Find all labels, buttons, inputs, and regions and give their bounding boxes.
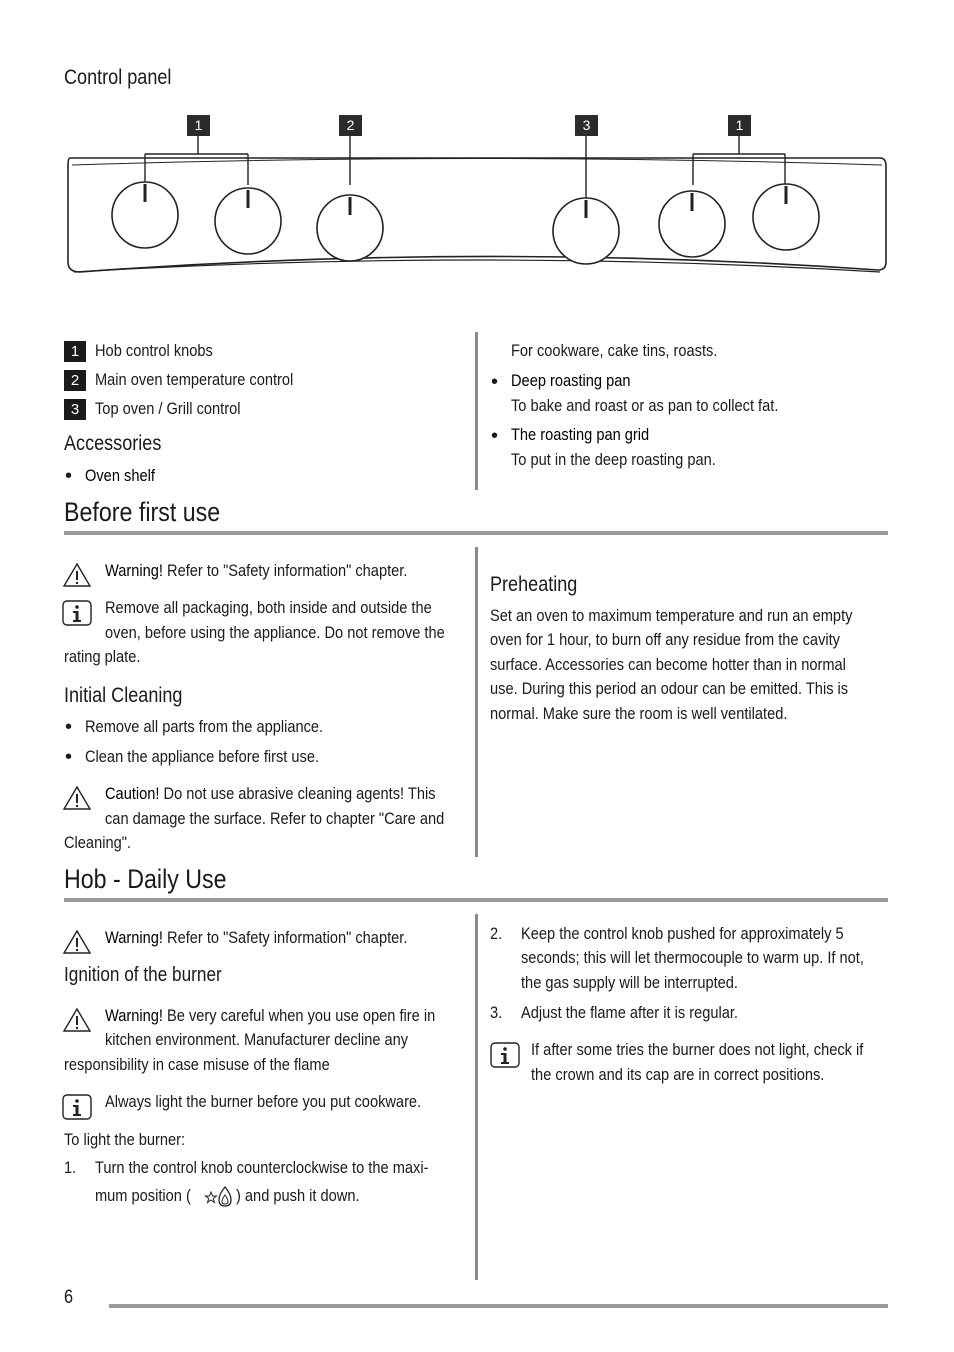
bullet-icon: • <box>65 716 73 738</box>
callout-1b: 1 <box>728 115 751 136</box>
knobs <box>112 182 819 264</box>
legend-label-3: Top oven / Grill control <box>95 399 241 418</box>
step-2-line-1: Keep the control knob pushed for approximately 5 <box>521 924 844 943</box>
info-icon <box>490 1042 520 1068</box>
hob-info-text: Always light the burner before you put cookware. <box>105 1092 422 1111</box>
column-divider <box>475 914 478 1280</box>
control-panel-title: Control panel <box>64 66 172 89</box>
warning2-line-3: responsibility in case misuse of the flame <box>64 1055 330 1074</box>
legend-label-1: Hob control knobs <box>95 341 213 360</box>
callout-2: 2 <box>339 115 362 136</box>
cleaning-item-1: Remove all parts from the appliance. <box>85 717 324 736</box>
section-title-before-first-use: Before first use <box>64 497 221 527</box>
warning2-line-2: kitchen environment. Manufacturer decline any <box>105 1030 409 1049</box>
accessory-name-deep-pan: Deep roasting pan <box>511 371 631 390</box>
section-rule <box>64 531 888 535</box>
footer-rule <box>109 1304 888 1308</box>
info-text-line-2: oven, before using the appliance. Do not remove the <box>105 623 445 642</box>
accessory-desc-oven-shelf: For cookware, cake tins, roasts. <box>511 341 718 360</box>
hob-warning-text: Warning! Refer to "Safety information" chapter. <box>105 928 408 947</box>
bullet-icon: • <box>65 465 73 487</box>
page-number: 6 <box>64 1287 74 1308</box>
bullet-icon: • <box>491 425 499 447</box>
accessory-name-grid: The roasting pan grid <box>511 425 650 444</box>
cleaning-item-2: Clean the appliance before first use. <box>85 747 320 766</box>
to-light-label: To light the burner: <box>64 1130 186 1149</box>
control-panel-diagram <box>60 110 894 310</box>
legend-num-1: 1 <box>64 341 86 362</box>
preheating-line-5: normal. Make sure the room is well ventilated. <box>490 704 788 723</box>
step-1-line-1: Turn the control knob counterclockwise to the maxi- <box>95 1158 429 1177</box>
info-icon <box>62 1094 92 1120</box>
step-1-num: 1. <box>64 1158 77 1177</box>
bullet-icon: • <box>65 746 73 768</box>
max-flame-icon <box>203 1184 235 1208</box>
legend-num-2: 2 <box>64 370 86 391</box>
warning-text: Warning! Refer to "Safety information" chapter. <box>105 561 408 580</box>
info2-line-2: the crown and its cap are in correct positions. <box>531 1065 825 1084</box>
info-icon <box>62 600 92 626</box>
accessory-desc-deep-pan: To bake and roast or as pan to collect fat. <box>511 396 779 415</box>
warning-icon <box>62 1007 92 1033</box>
caution-line-1: Caution! Do not use abrasive cleaning agents! This <box>105 784 436 803</box>
bullet-icon: • <box>491 371 499 393</box>
info2-line-1: If after some tries the burner does not light, check if <box>531 1040 864 1059</box>
preheating-line-1: Set an oven to maximum temperature and run an empty <box>490 606 853 625</box>
info-text-line-1: Remove all packaging, both inside and outside the <box>105 598 432 617</box>
caution-line-2: can damage the surface. Refer to chapter "Care and <box>105 809 445 828</box>
step-2-line-3: the gas supply will be interrupted. <box>521 973 738 992</box>
warning2-line-1: Warning! Be very careful when you use open fire in <box>105 1006 436 1025</box>
warning-icon <box>62 562 92 588</box>
preheating-title: Preheating <box>490 573 578 596</box>
info-text-line-3: rating plate. <box>64 647 141 666</box>
step-2-line-2: seconds; this will let thermocouple to warm up. If not, <box>521 948 864 967</box>
preheating-line-2: oven for 1 hour, to burn off any residue from the cavity <box>490 630 841 649</box>
preheating-line-3: surface. Accessories can become hotter than in normal <box>490 655 846 674</box>
step-2-num: 2. <box>490 924 503 943</box>
accessories-title: Accessories <box>64 432 162 455</box>
preheating-line-4: use. During this period an odour can be emitted. This is <box>490 679 849 698</box>
callout-1: 1 <box>187 115 210 136</box>
section-title-hob-daily-use: Hob - Daily Use <box>64 864 227 894</box>
warning-icon <box>62 929 92 955</box>
step-1-line-2: mum position ( <box>95 1186 191 1205</box>
accessory-desc-grid: To put in the deep roasting pan. <box>511 450 716 469</box>
step-1-line-2b: ) and push it down. <box>236 1186 360 1205</box>
column-divider <box>475 547 478 857</box>
step-3-line-1: Adjust the flame after it is regular. <box>521 1003 738 1022</box>
legend-label-2: Main oven temperature control <box>95 370 294 389</box>
ignition-title: Ignition of the burner <box>64 964 222 986</box>
accessory-name-oven-shelf: Oven shelf <box>85 466 155 485</box>
step-3-num: 3. <box>490 1003 503 1022</box>
initial-cleaning-title: Initial Cleaning <box>64 684 183 707</box>
legend-num-3: 3 <box>64 399 86 420</box>
column-divider <box>475 332 478 490</box>
caution-line-3: Cleaning". <box>64 833 131 852</box>
callout-3: 3 <box>575 115 598 136</box>
section-rule <box>64 898 888 902</box>
caution-icon <box>62 785 92 811</box>
